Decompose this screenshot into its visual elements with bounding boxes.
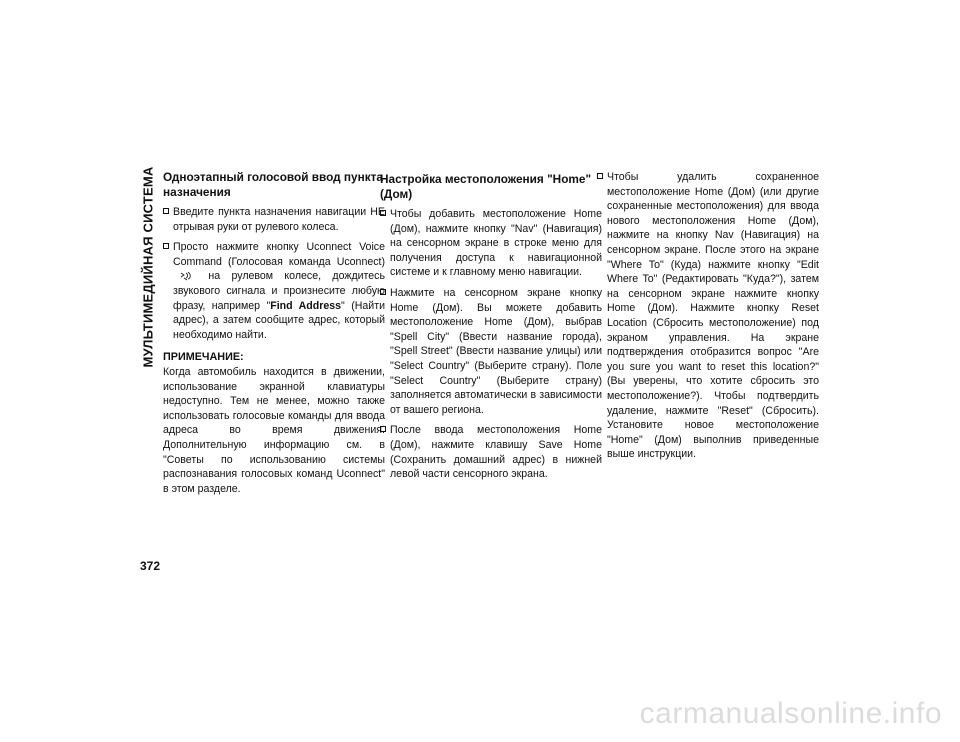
list-item — [163, 240, 385, 342]
heading-one-step-voice: Одноэтапный голосовой ввод пункта назначения — [163, 170, 383, 199]
list-item — [380, 207, 602, 280]
square-bullet-icon — [163, 208, 169, 214]
watermark: carmanualsonline.info — [639, 697, 942, 730]
list-item — [380, 286, 602, 417]
square-bullet-icon — [163, 243, 169, 249]
column-2 — [380, 172, 602, 488]
list-item-text: на рулевом колесе, дождитесь звукового сигнала и произнесите любую фразу, например " — [173, 270, 385, 312]
square-bullet-icon — [380, 289, 386, 295]
voice-command-icon — [179, 272, 191, 281]
square-bullet-icon — [380, 426, 386, 432]
note-title: ПРИМЕЧАНИЕ: — [163, 351, 244, 364]
list-item-text: Введите пункта назначения навигации НЕ отрывая руки от рулевого колеса. — [173, 206, 385, 233]
heading-home-location: Настройка местоположения "Home" (Дом) — [380, 172, 592, 201]
square-bullet-icon — [380, 210, 386, 216]
list-item-text: Просто нажмите кнопку Uconnect Voice Command (Голосовая команда Uconnect) — [173, 241, 385, 268]
list-item-text: Нажмите на сенсорном экране кнопку Home (Дом). Вы можете добавить местоположение Home (Дом), выбрав "Spell City" (Ввести название города), "Spell Street" (Ввести название улицы) или "Select Country" (Выберите страну). Поле "Select Country" (Выберите страну) заполняется автоматически в зависимости от вашего региона. — [390, 286, 602, 416]
section-side-title — [140, 166, 156, 368]
list-item-text: Чтобы удалить сохраненное местоположение Home (Дом) (или другие сохраненные местоположения) для ввода нового местоположения Home (Дом), нажмите на кнопку Nav (Навигация) на сенсорном экране. После этого на экране "Where To" (Куда) нажмите кнопку "Edit Where To" (Редактировать "Куда?"), затем на сенсорном экране нажмите кнопку Home (Дом). Нажмите кнопку Reset Location (Сбросить местоположение) под экраном управления. На экране подтверждения отобразится вопрос "Are you sure you want to reset this location?" (Вы уверены, что хотите сбросить это местоположение?). Чтобы подтвердить удаление, нажмите "Reset" (Сбросить). Установите новое местоположение "Home" (Дом) выполнив приведенные выше инструкции. — [607, 171, 819, 461]
column-1 — [163, 170, 385, 496]
find-address-term: Find Address — [270, 299, 342, 312]
list-item-text: " (Найти адрес), а затем сообщите адрес, который необходимо найти. — [173, 299, 385, 341]
square-bullet-icon — [597, 173, 603, 179]
list-item — [163, 205, 385, 234]
list-item — [380, 423, 602, 481]
note-text: Когда автомобиль находится в движении, использование экранной клавиатуры недоступно. Тем не менее, можно также использовать голосовые команды для ввода адреса во время движения. Дополнительную информацию см. в "Советы по использованию системы распознавания голосовых команд Uconnect" в этом разделе. — [163, 365, 385, 495]
column-3 — [597, 170, 819, 468]
list-item-text: После ввода местоположения Home (Дом), нажмите клавишу Save Home (Сохранить домашний адрес) в нижней левой части сенсорного экрана. — [390, 424, 602, 481]
list-item — [597, 170, 819, 462]
page-number: 372 — [140, 559, 161, 573]
list-item-text: Чтобы добавить местоположение Home (Дом), нажмите кнопку "Nav" (Навигация) на сенсорном экране в строке меню для получения доступа к навигационной системе и к главному меню навигации. — [390, 208, 602, 279]
section-side-title-text: МУЛЬТИМЕДИЙНАЯ СИСТЕМА — [140, 166, 156, 368]
